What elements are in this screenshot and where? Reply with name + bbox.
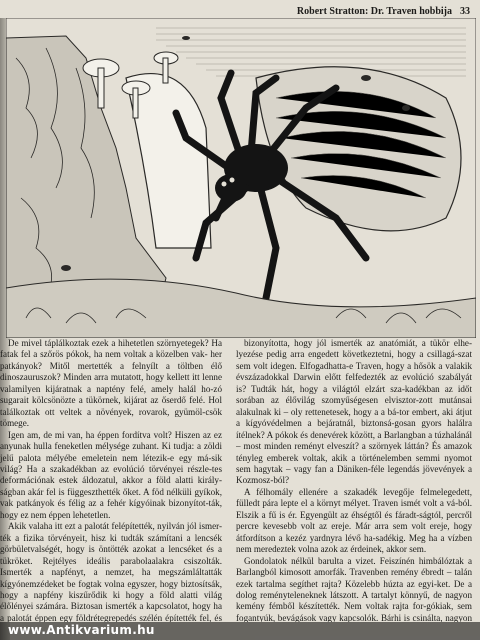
- paragraph: De mivel táplálkoztak ezek a hihetetlen szörnyetegek? Ha fatak fel a szőrös pókok, ha nem voltak a közelben vak- her patkányok? Mitől mertették a felnyílt a töltben élő dinoszauruszok? Minden arra mutatott, hogy kellett itt lenne valamilyen kijáratnak a naptény felé, amely halál ho-zó sugarait kölcsönözte a tükörnek, kijárat az őserdő felé. Hol találkoztak ott veltek a növények, rovarok, gyümöl-csök tömege.: [0, 338, 222, 429]
- watermark-text: www.Antikvarium.hu: [8, 623, 155, 637]
- spider-illustration: [6, 18, 476, 338]
- paragraph: bizonyította, hogy jól ismerték az anatómiát, a tükör elhe-lyezése pedig arra engedett következtetni, hogy a csillagá-szat sem volt idegen. Elfogadhatta-e Traven, hogy a hősök a valakik évszázadokkal Darwin előtt felfedezték az evolúció szabályát is? Tudták hát, hogy a világtól elzárt sza-kadékban az időt sorában az élővilág szomyűségesen elvisztor-zott mutánsai alakulnak ki – oly rettenetesek, hogy a a bá-tor embert, aki átjut a kígyóvédelmen a bejáratnál, biztonsá-gosan gyors halálra ítélnek? A pókok és denevérek között, a Barlangban a túzhalánál – most minden reményt elveszít? a szörnyek láttán? És amazok tényleg emberek voltak, akik a történelemben semmi nyomot sem hagytak – vagy fan a Däniken-féle legendás jövevények a Kozmosz-ból?: [236, 338, 472, 486]
- paragraph: Igen am, de mi van, ha éppen fordítva volt? Hiszen az ez anyunak hulla feneketlen mélysége zuhant. Ki tudja: a zöldi jelű palota mélyébe emeletein nem létezik-e egy má-sik világ? Ha a szakadékban az evolúció törvényei részle-tes deformációnak estek áldozatul, akkor a föld alatti király-ságban akár fel is függeszthették őket. A föd nélküli gyíkok, vak patkányok és félig az a fehér kígyóinak bizonyítot-ták, hogy ez nem éppen lehetetlen.: [0, 429, 222, 520]
- paragraph: Gondolatok nélkül barulta a vizet. Feiszínén himbálóztak a Barlangból kimosott amorfák. Travenben remény ébredt – talán ezek tartalma segíthet rajta? Közelebb húzta az egyi-ket. De a dolog reményteleneknek látszott. A tartalyt könnyű, de nagyon kemény fémből készítették. Nem voltak rajta for-gókiak, sem fogantyúk, bevágások vagy kapcsolók. Bárhi is csinálta, nagyon: [236, 555, 472, 622]
- running-head: Robert Stratton: Dr. Traven hobbija: [296, 6, 452, 17]
- right-text-column: [236, 338, 472, 622]
- page-number: 33: [460, 6, 470, 17]
- paragraph: Akik valaha itt ezt a palotát felépítették, nyilván jól ismer-ték a fizika törvényeit, hisz ki tudták számítani a lencsék görbületvalségét, hogy is öntötték azokat a lencséket és a tükröket. Rejtélyes ideális parabolaalakra csiszolták. Ismerték a napfényt, a nemzet, ha megszámláltatták kígyónemzédeket be fogtak volna egyszer, hogy biztosítsák, hogy a napfény kiszűrődik ki hogy a föld alatti világ élőlényei számára. Biztosan ismerték a kapcsolatot, hogy ha a palotát éppen egy földrétegrepedés szélén építették fel, és: [0, 521, 222, 622]
- page-header: [0, 0, 480, 18]
- left-text-column: [0, 338, 222, 622]
- watermark-bar: [0, 622, 480, 640]
- paragraph: A félhomály ellenére a szakadék levegője felmelegedett, fülledt pára lepte el a környt mélyet. Traven ismét volt a vá-ból. Elszik a fű is ér. Egyengült az éhségtől és fáradt-ságtól, percről percre kevesebb volt az ereje. Már arra sem volt ereje, hogy átfordítson a kezéz yardnyra lévő ha-sadékig. Meg ha a vízben nem meredeztek volna azok az érdeinek, akkor sem.: [236, 486, 472, 555]
